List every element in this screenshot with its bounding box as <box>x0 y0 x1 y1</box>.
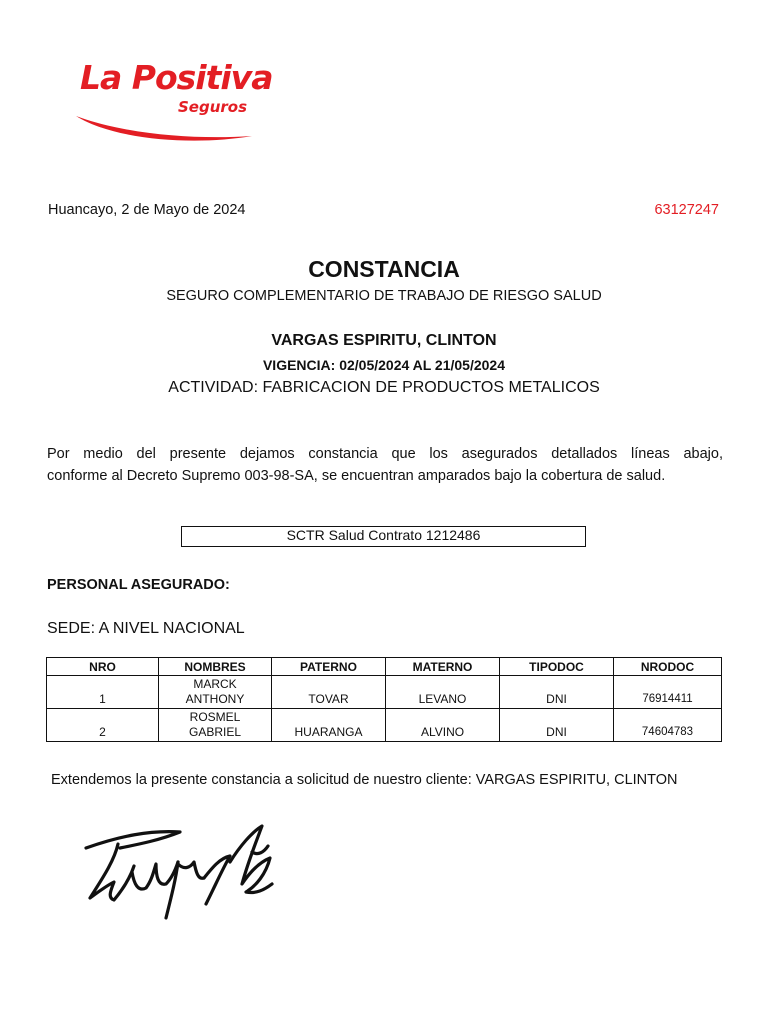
body-line-1: Por medio del presente dejamos constancia que los asegurados detallados líneas abajo, <box>47 446 723 462</box>
company-logo <box>74 58 274 148</box>
column-header: NOMBRES <box>159 658 272 676</box>
validity-period: VIGENCIA: 02/05/2024 AL 21/05/2024 <box>262 357 506 373</box>
cell-materno: LEVANO <box>386 676 500 709</box>
activity-description: ACTIVIDAD: FABRICACION DE PRODUCTOS METALICOS <box>168 379 600 396</box>
body-paragraph <box>47 443 723 487</box>
insured-table <box>46 657 722 742</box>
cell-nombres-line: ROSMEL <box>189 710 241 724</box>
logo-brand-text: La Positiva <box>80 58 273 97</box>
column-header: TIPODOC <box>500 658 614 676</box>
place-and-date: Huancayo, 2 de Mayo de 2024 <box>48 202 246 218</box>
sede-label: SEDE: A NIVEL NACIONAL <box>47 620 245 637</box>
cell-paterno: HUARANGA <box>272 709 386 742</box>
table-header-row <box>47 658 722 676</box>
personal-heading: PERSONAL ASEGURADO: <box>47 577 230 593</box>
table-row <box>47 709 722 742</box>
cell-paterno: TOVAR <box>272 676 386 709</box>
cell-nro: 2 <box>47 709 159 742</box>
insured-name: VARGAS ESPIRITU, CLINTON <box>271 332 497 349</box>
table-row <box>47 676 722 709</box>
contract-box: SCTR Salud Contrato 1212486 <box>181 526 586 547</box>
cell-nrodoc: 74604783 <box>614 709 722 742</box>
logo-sub-text: Seguros <box>178 98 248 116</box>
cell-tipodoc: DNI <box>500 709 614 742</box>
column-header: NRODOC <box>614 658 722 676</box>
cell-nombres-line: GABRIEL <box>188 725 242 739</box>
cell-nombres-line: ANTHONY <box>185 692 245 706</box>
cell-nro: 1 <box>47 676 159 709</box>
signature-image <box>80 822 290 932</box>
document-title: CONSTANCIA <box>308 256 460 282</box>
logo-swoosh-icon <box>74 110 264 146</box>
closing-statement: Extendemos la presente constancia a solicitud de nuestro cliente: VARGAS ESPIRITU, CLINTON <box>51 772 678 788</box>
document-number: 63127247 <box>654 202 719 218</box>
document-subtitle: SEGURO COMPLEMENTARIO DE TRABAJO DE RIESGO SALUD <box>166 288 602 304</box>
cell-nombres <box>159 709 272 742</box>
cell-materno: ALVINO <box>386 709 500 742</box>
cell-nrodoc: 76914411 <box>614 676 722 709</box>
column-header: MATERNO <box>386 658 500 676</box>
body-line-2: conforme al Decreto Supremo 003-98-SA, se encuentran amparados bajo la cobertura de salud. <box>47 468 666 484</box>
cell-nombres-line: MARCK <box>193 677 237 691</box>
cell-nombres <box>159 676 272 709</box>
cell-tipodoc: DNI <box>500 676 614 709</box>
column-header: PATERNO <box>272 658 386 676</box>
column-header: NRO <box>47 658 159 676</box>
